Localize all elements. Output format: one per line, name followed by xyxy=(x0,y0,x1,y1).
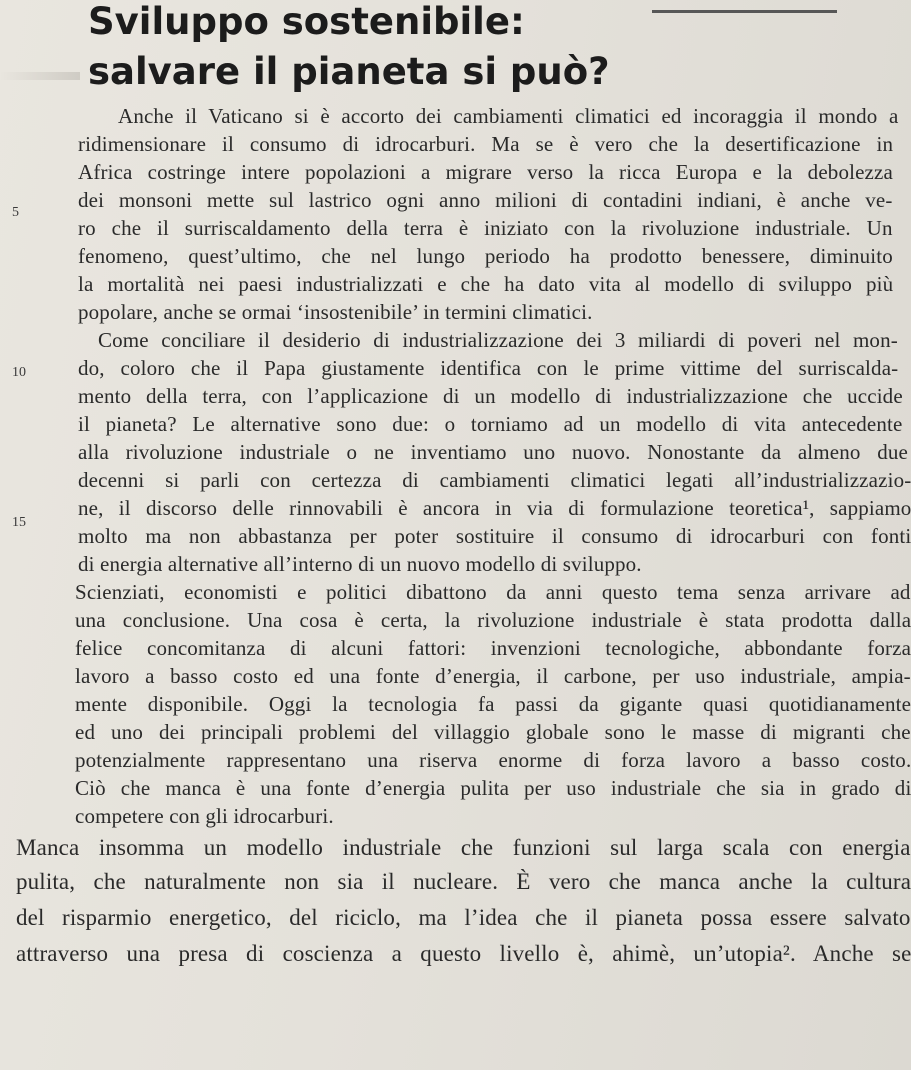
text-line: ne, il discorso delle rinnovabili è ancora in via di formulazione teoretica¹, sappiamo xyxy=(78,496,911,520)
text-line: Scienziati, economisti e politici dibattono da anni questo tema senza arrivare ad xyxy=(75,580,911,604)
text-line: pulita, che naturalmente non sia il nucleare. È vero che manca anche la cultura xyxy=(16,869,911,894)
text-line: do, coloro che il Papa giustamente identifica con le prime vittime del surriscalda- xyxy=(78,356,899,380)
text-line: Anche il Vaticano si è accorto dei cambiamenti climatici ed incoraggia il mondo a xyxy=(118,104,899,128)
text-line: ro che il surriscaldamento della terra è iniziato con la rivoluzione industriale. Un xyxy=(78,216,893,240)
text-line: mente disponibile. Oggi la tecnologia fa passi da gigante quasi quotidianamente xyxy=(75,692,911,716)
text-line: potenzialmente rappresentano una riserva enorme di forza lavoro a basso costo. xyxy=(75,748,911,772)
text-line: molto ma non abbastanza per poter sostituire il consumo di idrocarburi con fonti xyxy=(78,524,911,548)
text-line: mento della terra, con l’applicazione di un modello di industrializzazione che uccide xyxy=(78,384,903,408)
text-line: ed uno dei principali problemi del villaggio globale sono le masse di migranti che xyxy=(75,720,911,744)
text-line: Africa costringe intere popolazioni a migrare verso la ricca Europa e la debolezza xyxy=(78,160,893,184)
text-line: del risparmio energetico, del riciclo, ma l’idea che il pianeta possa essere salvato xyxy=(16,905,911,930)
text-line: popolare, anche se ormai ‘insostenibile’ in termini climatici. xyxy=(78,300,593,324)
text-line: Manca insomma un modello industriale che funzioni sul larga scala con energia xyxy=(16,835,911,860)
text-line: competere con gli idrocarburi. xyxy=(75,804,334,828)
text-line: attraverso una presa di coscienza a questo livello è, ahimè, un’utopia². Anche se xyxy=(16,941,911,966)
text-line: ridimensionare il consumo di idrocarburi. Ma se è vero che la desertificazione in xyxy=(78,132,894,156)
header-rule xyxy=(652,10,837,13)
text-line: dei monsoni mette sul lastrico ogni anno milioni di contadini indiani, è anche ve- xyxy=(78,188,893,212)
text-line: di energia alternative all’interno di un nuovo modello di sviluppo. xyxy=(78,552,642,576)
text-line: decenni si parli con certezza di cambiamenti climatici legati all’industrializzazio- xyxy=(78,468,911,492)
line-number-10: 10 xyxy=(12,365,26,380)
text-line: fenomeno, quest’ultimo, che nel lungo periodo ha prodotto benessere, diminuito xyxy=(78,244,893,268)
line-number-15: 15 xyxy=(12,515,26,530)
text-line: una conclusione. Una cosa è certa, la rivoluzione industriale è stata prodotta dalla xyxy=(75,608,911,632)
text-line: lavoro a basso costo ed una fonte d’energia, il carbone, per uso industriale, ampia- xyxy=(75,664,911,688)
header-shadow xyxy=(0,72,80,80)
title-line-1: Sviluppo sostenibile: xyxy=(88,0,525,43)
text-line: felice concomitanza di alcuni fattori: invenzioni tecnologiche, abbondante forza xyxy=(75,636,911,660)
text-line: Ciò che manca è una fonte d’energia pulita per uso industriale che sia in grado di xyxy=(75,776,911,800)
text-line: la mortalità nei paesi industrializzati e che ha dato vita al modello di sviluppo più xyxy=(78,272,894,296)
text-line: alla rivoluzione industriale o ne inventiamo uno nuovo. Nonostante da almeno due xyxy=(78,440,908,464)
text-line: Come conciliare il desiderio di industrializzazione dei 3 miliardi di poveri nel mon- xyxy=(98,328,898,352)
title-line-2: salvare il pianeta si può? xyxy=(88,50,610,93)
line-number-5: 5 xyxy=(12,205,19,220)
text-line: il pianeta? Le alternative sono due: o torniamo ad un modello di vita antecedente xyxy=(78,412,903,436)
